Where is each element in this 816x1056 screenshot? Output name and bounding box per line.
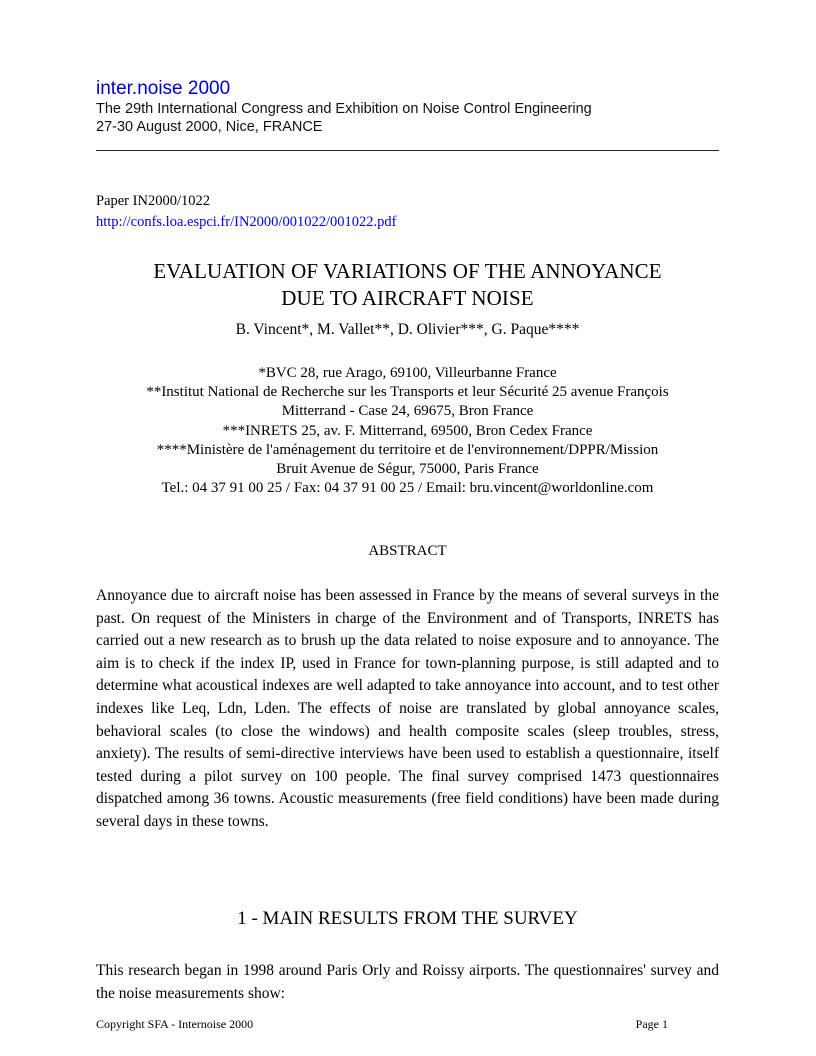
affiliation-line: *BVC 28, rue Arago, 69100, Villeurbanne France	[258, 365, 557, 381]
footer-copyright: Copyright SFA - Internoise 2000	[96, 1017, 254, 1031]
affiliation-line: ***INRETS 25, av. F. Mitterrand, 69500, Bron Cedex France	[222, 422, 593, 439]
section-body: This research began in 1998 around Paris Orly and Roissy airports. The questionnaires' survey and the noise measurements show:	[96, 962, 719, 1002]
paper-id: Paper IN2000/1022	[96, 193, 210, 209]
abstract-body: Annoyance due to aircraft noise has been assessed in France by the means of several surveys in the past. On request of the Ministers in charge of the Environment and of Transports, INRETS has carried out a new research as to brush up the data related to noise exposure and to annoyance. The aim is to check if the index IP, used in France for town-planning purpose, is still adapted and to determine what acoustical indexes are well adapted to take annoyance into account, and to test other indexes like Leq, Ldn, Lden. The effects of noise are translated by global annoyance scales, behavioral scales (to close the windows) and health composite scales (sleep troubles, stress, anxiety). The results of semi-directive interviews have been used to establish a questionnaire, itself tested during a pilot survey on 100 people. The final survey comprised 1473 questionnaires dispatched among 36 towns. Acoustic measurements (free field conditions) have been made during several days in these towns.	[96, 587, 719, 830]
conference-dates: 27-30 August 2000, Nice, FRANCE	[96, 119, 323, 135]
affiliations	[96, 364, 719, 498]
abstract-heading: ABSTRACT	[368, 543, 447, 559]
footer-page-number: Page 1	[635, 1017, 668, 1031]
contact-line: Tel.: 04 37 91 00 25 / Fax: 04 37 91 00 25 / Email: bru.vincent@worldonline.com	[161, 480, 654, 497]
conference-subtitle: The 29th International Congress and Exhibition on Noise Control Engineering	[96, 101, 592, 117]
conference-header	[96, 78, 719, 136]
paper-title-line: DUE TO AIRCRAFT NOISE	[281, 286, 534, 310]
paper-title	[96, 258, 719, 312]
affiliation-line: **Institut National de Recherche sur les Transports et leur Sécurité 25 avenue François	[146, 384, 669, 401]
affiliation-line: ****Ministère de l'aménagement du territoire et de l'environnement/DPPR/Mission	[156, 441, 659, 458]
page-footer	[96, 1017, 668, 1031]
paper-title-line: EVALUATION OF VARIATIONS OF THE ANNOYANCE	[153, 259, 662, 283]
affiliation-line: Bruit Avenue de Ségur, 75000, Paris France	[276, 461, 539, 478]
conference-title: inter.noise 2000	[96, 78, 231, 99]
affiliation-line: Mitterrand - Case 24, 69675, Bron France	[281, 403, 534, 420]
section-heading: 1 - MAIN RESULTS FROM THE SURVEY	[237, 908, 578, 929]
authors: B. Vincent*, M. Vallet**, D. Olivier***, G. Paque****	[235, 321, 580, 338]
paper-meta	[96, 191, 396, 233]
paper-url-link[interactable]: http://confs.loa.espci.fr/IN2000/001022/001022.pdf	[96, 214, 397, 230]
header-divider	[96, 150, 719, 151]
